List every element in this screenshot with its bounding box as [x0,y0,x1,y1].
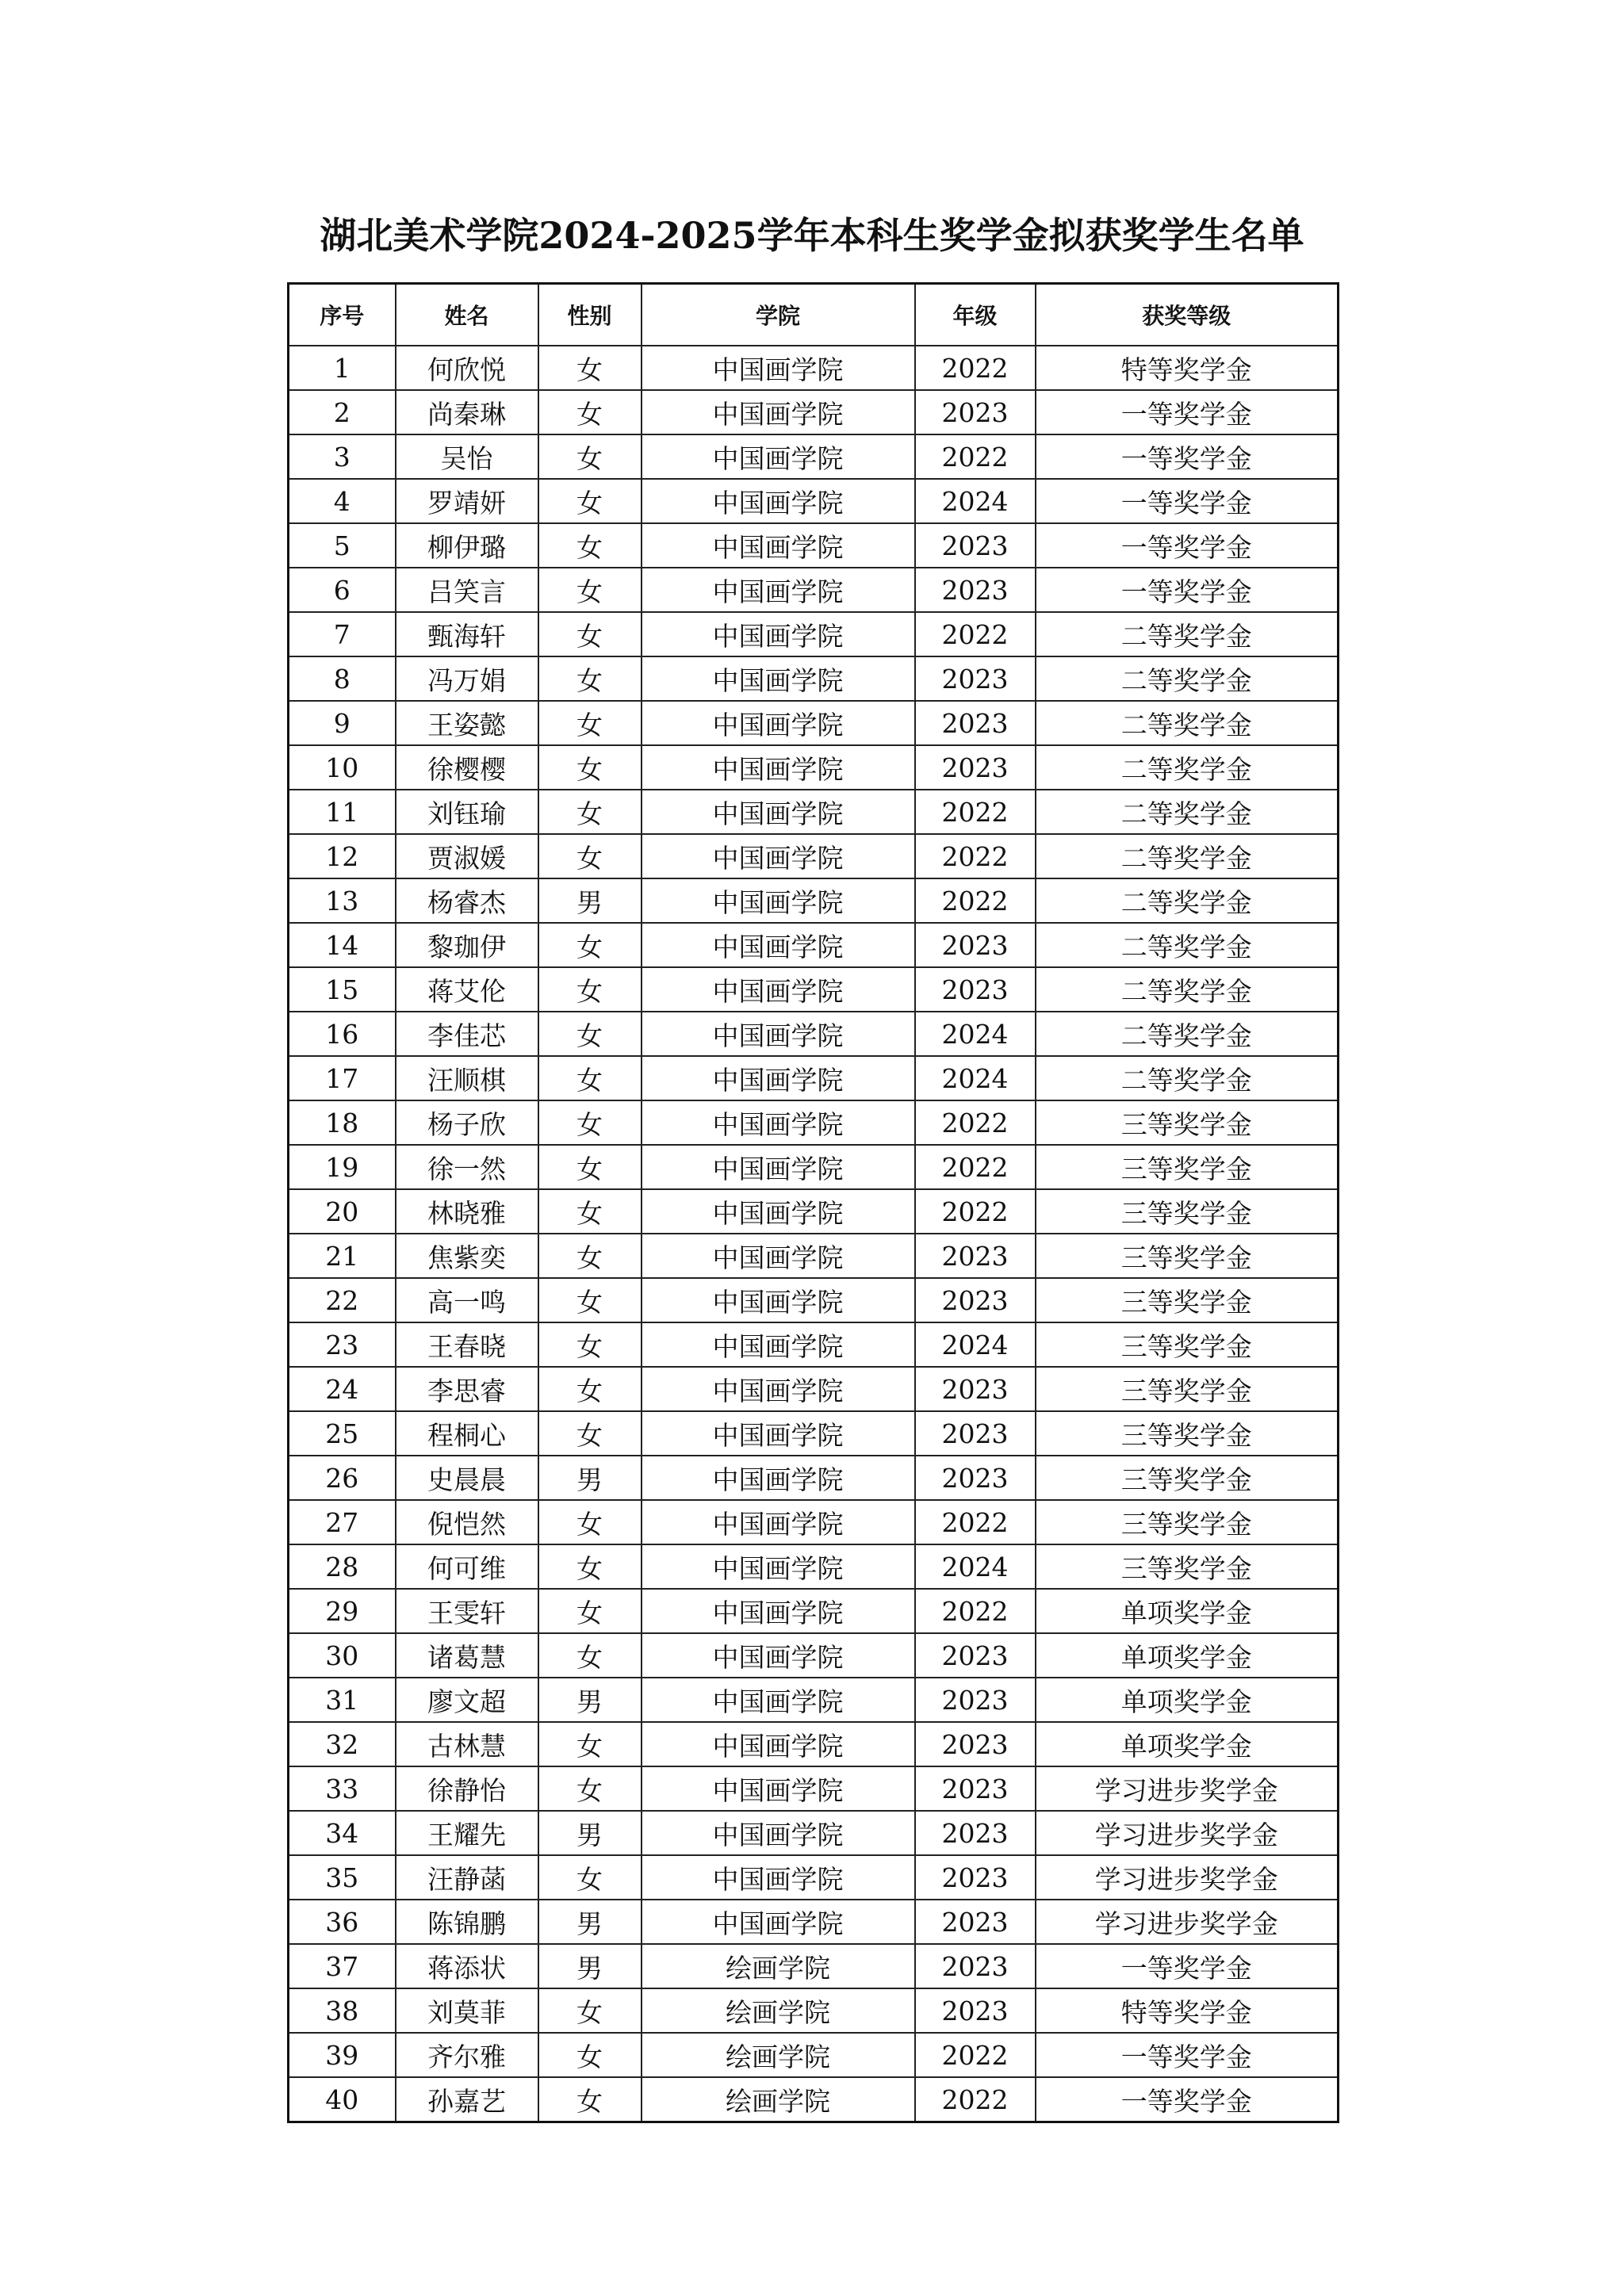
table-row [289,1456,1339,1500]
cell-index: 5 [289,523,396,568]
cell-gender: 女 [538,1189,642,1234]
cell-award-level: 三等奖学金 [1036,1456,1339,1500]
cell-index: 14 [289,923,396,967]
cell-index: 26 [289,1456,396,1500]
cell-gender: 女 [538,1278,642,1322]
cell-grade: 2023 [915,1900,1036,1944]
cell-grade: 2022 [915,2033,1036,2077]
table-row [289,612,1339,656]
cell-award-level: 特等奖学金 [1036,346,1339,390]
cell-gender: 女 [538,612,642,656]
cell-index: 25 [289,1411,396,1456]
cell-index: 24 [289,1367,396,1411]
cell-index: 4 [289,479,396,523]
cell-gender: 女 [538,479,642,523]
cell-name: 冯万娟 [396,656,538,701]
table-row [289,1056,1339,1100]
cell-name: 尚秦琳 [396,390,538,434]
cell-grade: 2022 [915,790,1036,834]
cell-gender: 女 [538,1589,642,1633]
cell-college: 中国画学院 [642,656,915,701]
cell-gender: 女 [538,390,642,434]
cell-gender: 女 [538,1722,642,1766]
cell-college: 中国画学院 [642,923,915,967]
cell-gender: 女 [538,1234,642,1278]
cell-name: 王雯轩 [396,1589,538,1633]
cell-index: 20 [289,1189,396,1234]
cell-name: 王姿懿 [396,701,538,745]
cell-index: 17 [289,1056,396,1100]
cell-award-level: 二等奖学金 [1036,745,1339,790]
cell-grade: 2024 [915,1012,1036,1056]
cell-name: 徐静怡 [396,1766,538,1811]
table-row [289,1633,1339,1678]
cell-gender: 男 [538,1944,642,1988]
cell-award-level: 二等奖学金 [1036,1012,1339,1056]
cell-award-level: 单项奖学金 [1036,1589,1339,1633]
cell-award-level: 二等奖学金 [1036,878,1339,923]
cell-gender: 男 [538,1456,642,1500]
cell-grade: 2023 [915,1988,1036,2033]
cell-college: 中国画学院 [642,612,915,656]
cell-name: 杨子欣 [396,1100,538,1145]
table-row [289,878,1339,923]
cell-name: 汪静菡 [396,1855,538,1900]
cell-grade: 2023 [915,967,1036,1012]
table-row [289,568,1339,612]
header-gender: 性别 [538,284,642,346]
table-row [289,1189,1339,1234]
cell-index: 36 [289,1900,396,1944]
cell-college: 中国画学院 [642,1633,915,1678]
cell-college: 中国画学院 [642,523,915,568]
cell-index: 37 [289,1944,396,1988]
cell-name: 蒋添状 [396,1944,538,1988]
table-row [289,434,1339,479]
cell-award-level: 学习进步奖学金 [1036,1900,1339,1944]
cell-index: 21 [289,1234,396,1278]
table-row [289,2077,1339,2122]
cell-index: 19 [289,1145,396,1189]
cell-name: 刘莫菲 [396,1988,538,2033]
cell-name: 何可维 [396,1544,538,1589]
header-name: 姓名 [396,284,538,346]
cell-name: 焦紫奕 [396,1234,538,1278]
table-row [289,1766,1339,1811]
table-row [289,479,1339,523]
cell-grade: 2023 [915,745,1036,790]
cell-award-level: 二等奖学金 [1036,656,1339,701]
cell-index: 35 [289,1855,396,1900]
cell-award-level: 三等奖学金 [1036,1367,1339,1411]
cell-index: 8 [289,656,396,701]
cell-college: 中国画学院 [642,1234,915,1278]
cell-gender: 女 [538,790,642,834]
cell-college: 绘画学院 [642,2033,915,2077]
cell-award-level: 三等奖学金 [1036,1278,1339,1322]
table-row [289,1811,1339,1855]
cell-college: 中国画学院 [642,1900,915,1944]
cell-name: 齐尔雅 [396,2033,538,2077]
cell-name: 杨睿杰 [396,878,538,923]
cell-name: 柳伊璐 [396,523,538,568]
cell-grade: 2023 [915,1855,1036,1900]
cell-college: 中国画学院 [642,1012,915,1056]
cell-college: 中国画学院 [642,878,915,923]
cell-award-level: 单项奖学金 [1036,1633,1339,1678]
cell-index: 3 [289,434,396,479]
table-row [289,1234,1339,1278]
cell-name: 孙嘉艺 [396,2077,538,2122]
table-row [289,1589,1339,1633]
cell-award-level: 一等奖学金 [1036,390,1339,434]
cell-college: 中国画学院 [642,1322,915,1367]
cell-index: 2 [289,390,396,434]
cell-college: 绘画学院 [642,2077,915,2122]
cell-name: 徐樱樱 [396,745,538,790]
cell-award-level: 二等奖学金 [1036,923,1339,967]
cell-name: 吕笑言 [396,568,538,612]
cell-gender: 女 [538,568,642,612]
document-title: 湖北美术学院2024-2025学年本科生奖学金拟获奖学生名单 [320,214,1304,257]
cell-gender: 女 [538,1988,642,2033]
cell-award-level: 学习进步奖学金 [1036,1766,1339,1811]
cell-college: 绘画学院 [642,1988,915,2033]
cell-index: 22 [289,1278,396,1322]
table-row [289,346,1339,390]
cell-index: 30 [289,1633,396,1678]
cell-grade: 2022 [915,346,1036,390]
cell-index: 31 [289,1678,396,1722]
cell-college: 绘画学院 [642,1944,915,1988]
cell-grade: 2022 [915,1145,1036,1189]
cell-index: 27 [289,1500,396,1544]
cell-college: 中国画学院 [642,1855,915,1900]
cell-grade: 2022 [915,434,1036,479]
cell-gender: 女 [538,1322,642,1367]
cell-name: 汪顺棋 [396,1056,538,1100]
cell-grade: 2023 [915,1234,1036,1278]
cell-gender: 女 [538,1855,642,1900]
cell-college: 中国画学院 [642,790,915,834]
cell-award-level: 一等奖学金 [1036,2033,1339,2077]
cell-index: 11 [289,790,396,834]
cell-index: 38 [289,1988,396,2033]
cell-name: 史晨晨 [396,1456,538,1500]
cell-award-level: 三等奖学金 [1036,1145,1339,1189]
cell-college: 中国画学院 [642,1145,915,1189]
cell-grade: 2024 [915,479,1036,523]
header-grade: 年级 [915,284,1036,346]
cell-gender: 女 [538,1100,642,1145]
cell-grade: 2022 [915,2077,1036,2122]
cell-index: 16 [289,1012,396,1056]
cell-index: 13 [289,878,396,923]
cell-name: 王春晓 [396,1322,538,1367]
cell-award-level: 二等奖学金 [1036,701,1339,745]
cell-grade: 2024 [915,1056,1036,1100]
table-row [289,1544,1339,1589]
cell-college: 中国画学院 [642,1367,915,1411]
cell-index: 6 [289,568,396,612]
table-row [289,1322,1339,1367]
table-row [289,1500,1339,1544]
cell-name: 甄海轩 [396,612,538,656]
cell-grade: 2022 [915,878,1036,923]
cell-grade: 2022 [915,1500,1036,1544]
cell-award-level: 一等奖学金 [1036,2077,1339,2122]
cell-gender: 女 [538,1145,642,1189]
cell-name: 廖文超 [396,1678,538,1722]
cell-gender: 女 [538,701,642,745]
cell-college: 中国画学院 [642,390,915,434]
cell-gender: 女 [538,1633,642,1678]
cell-award-level: 一等奖学金 [1036,1944,1339,1988]
cell-name: 林晓雅 [396,1189,538,1234]
cell-name: 吴怡 [396,434,538,479]
cell-grade: 2022 [915,834,1036,878]
table-row [289,390,1339,434]
cell-college: 中国画学院 [642,1456,915,1500]
cell-gender: 女 [538,1544,642,1589]
cell-award-level: 学习进步奖学金 [1036,1811,1339,1855]
table-row [289,1145,1339,1189]
cell-college: 中国画学院 [642,834,915,878]
cell-gender: 女 [538,967,642,1012]
scholarship-table [287,282,1339,2123]
cell-grade: 2023 [915,390,1036,434]
cell-gender: 女 [538,1367,642,1411]
cell-grade: 2023 [915,923,1036,967]
cell-name: 陈锦鹏 [396,1900,538,1944]
table-row [289,1367,1339,1411]
table-row [289,656,1339,701]
cell-award-level: 一等奖学金 [1036,523,1339,568]
cell-gender: 男 [538,1900,642,1944]
cell-college: 中国画学院 [642,1056,915,1100]
cell-grade: 2022 [915,1589,1036,1633]
cell-award-level: 三等奖学金 [1036,1544,1339,1589]
cell-name: 王耀先 [396,1811,538,1855]
cell-college: 中国画学院 [642,967,915,1012]
table-row [289,745,1339,790]
cell-grade: 2023 [915,1678,1036,1722]
cell-index: 39 [289,2033,396,2077]
cell-college: 中国画学院 [642,1189,915,1234]
cell-gender: 女 [538,1411,642,1456]
cell-name: 罗靖妍 [396,479,538,523]
cell-grade: 2023 [915,701,1036,745]
cell-index: 7 [289,612,396,656]
table-row [289,1988,1339,2033]
table-header-row [289,284,1339,346]
table-row [289,523,1339,568]
cell-grade: 2023 [915,1811,1036,1855]
cell-award-level: 学习进步奖学金 [1036,1855,1339,1900]
cell-grade: 2023 [915,1722,1036,1766]
cell-gender: 女 [538,1056,642,1100]
cell-college: 中国画学院 [642,1722,915,1766]
cell-grade: 2024 [915,1544,1036,1589]
cell-gender: 男 [538,1678,642,1722]
cell-award-level: 三等奖学金 [1036,1234,1339,1278]
cell-gender: 男 [538,1811,642,1855]
cell-grade: 2022 [915,1189,1036,1234]
cell-name: 李思睿 [396,1367,538,1411]
cell-grade: 2023 [915,1367,1036,1411]
table-row [289,2033,1339,2077]
cell-award-level: 二等奖学金 [1036,834,1339,878]
cell-college: 中国画学院 [642,479,915,523]
cell-gender: 男 [538,878,642,923]
cell-name: 蒋艾伦 [396,967,538,1012]
cell-award-level: 二等奖学金 [1036,612,1339,656]
cell-index: 28 [289,1544,396,1589]
cell-grade: 2023 [915,1456,1036,1500]
cell-college: 中国画学院 [642,1589,915,1633]
cell-index: 34 [289,1811,396,1855]
cell-name: 徐一然 [396,1145,538,1189]
table-row [289,1944,1339,1988]
cell-grade: 2022 [915,612,1036,656]
cell-index: 33 [289,1766,396,1811]
cell-award-level: 三等奖学金 [1036,1100,1339,1145]
cell-grade: 2024 [915,1322,1036,1367]
cell-college: 中国画学院 [642,745,915,790]
cell-award-level: 一等奖学金 [1036,568,1339,612]
header-award-level: 获奖等级 [1036,284,1339,346]
header-index: 序号 [289,284,396,346]
cell-grade: 2023 [915,568,1036,612]
cell-college: 中国画学院 [642,1766,915,1811]
cell-name: 程桐心 [396,1411,538,1456]
cell-name: 刘钰瑜 [396,790,538,834]
cell-gender: 女 [538,434,642,479]
cell-college: 中国画学院 [642,1544,915,1589]
cell-gender: 女 [538,923,642,967]
table-row [289,1900,1339,1944]
cell-award-level: 二等奖学金 [1036,1056,1339,1100]
cell-gender: 女 [538,523,642,568]
cell-grade: 2023 [915,656,1036,701]
cell-index: 18 [289,1100,396,1145]
cell-award-level: 单项奖学金 [1036,1722,1339,1766]
cell-gender: 女 [538,346,642,390]
table-row [289,701,1339,745]
cell-college: 中国画学院 [642,1678,915,1722]
cell-index: 15 [289,967,396,1012]
cell-index: 9 [289,701,396,745]
cell-name: 黎珈伊 [396,923,538,967]
cell-gender: 女 [538,1500,642,1544]
cell-award-level: 二等奖学金 [1036,967,1339,1012]
cell-grade: 2023 [915,1633,1036,1678]
table-row [289,790,1339,834]
cell-grade: 2023 [915,1411,1036,1456]
table-row [289,1100,1339,1145]
table-row [289,1855,1339,1900]
cell-name: 诸葛慧 [396,1633,538,1678]
cell-grade: 2023 [915,523,1036,568]
cell-college: 中国画学院 [642,1100,915,1145]
cell-award-level: 三等奖学金 [1036,1500,1339,1544]
cell-college: 中国画学院 [642,701,915,745]
cell-college: 中国画学院 [642,1500,915,1544]
cell-college: 中国画学院 [642,1411,915,1456]
cell-college: 中国画学院 [642,434,915,479]
cell-college: 中国画学院 [642,1278,915,1322]
table-row [289,1678,1339,1722]
cell-gender: 女 [538,2033,642,2077]
cell-award-level: 二等奖学金 [1036,790,1339,834]
cell-index: 32 [289,1722,396,1766]
cell-award-level: 三等奖学金 [1036,1411,1339,1456]
cell-index: 1 [289,346,396,390]
cell-name: 李佳芯 [396,1012,538,1056]
cell-award-level: 特等奖学金 [1036,1988,1339,2033]
header-college: 学院 [642,284,915,346]
cell-index: 10 [289,745,396,790]
table-row [289,1278,1339,1322]
table-row [289,923,1339,967]
table-body [289,346,1339,2122]
cell-gender: 女 [538,745,642,790]
cell-award-level: 三等奖学金 [1036,1189,1339,1234]
cell-index: 23 [289,1322,396,1367]
cell-gender: 女 [538,2077,642,2122]
cell-index: 12 [289,834,396,878]
cell-index: 29 [289,1589,396,1633]
cell-gender: 女 [538,656,642,701]
table-row [289,967,1339,1012]
table-row [289,1722,1339,1766]
cell-name: 高一鸣 [396,1278,538,1322]
cell-college: 中国画学院 [642,346,915,390]
cell-name: 古林慧 [396,1722,538,1766]
table-row [289,834,1339,878]
cell-gender: 女 [538,1012,642,1056]
cell-award-level: 三等奖学金 [1036,1322,1339,1367]
cell-grade: 2023 [915,1278,1036,1322]
table-row [289,1012,1339,1056]
cell-award-level: 一等奖学金 [1036,434,1339,479]
cell-grade: 2022 [915,1100,1036,1145]
cell-index: 40 [289,2077,396,2122]
cell-college: 中国画学院 [642,1811,915,1855]
cell-award-level: 一等奖学金 [1036,479,1339,523]
cell-name: 何欣悦 [396,346,538,390]
cell-gender: 女 [538,1766,642,1811]
cell-grade: 2023 [915,1944,1036,1988]
cell-award-level: 单项奖学金 [1036,1678,1339,1722]
cell-name: 倪恺然 [396,1500,538,1544]
cell-gender: 女 [538,834,642,878]
table-row [289,1411,1339,1456]
cell-grade: 2023 [915,1766,1036,1811]
cell-name: 贾淑媛 [396,834,538,878]
cell-college: 中国画学院 [642,568,915,612]
